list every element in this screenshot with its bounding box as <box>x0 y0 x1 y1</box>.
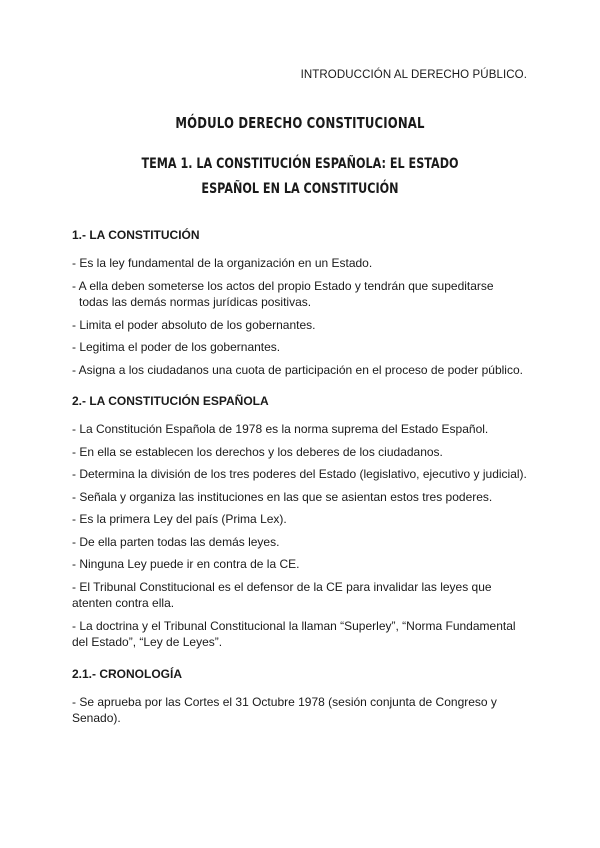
list-item: - A ella deben someterse los actos del propio Estado y tendrán que supeditarse <box>72 278 494 293</box>
document-body <box>72 226 532 733</box>
paragraph <box>72 362 532 379</box>
paragraph <box>72 579 532 612</box>
list-item: - Se aprueba por las Cortes el 31 Octubre 1978 (sesión conjunta de Congreso y Senado). <box>72 694 497 725</box>
paragraph <box>72 278 532 311</box>
section-heading-constitucion-espanola: 2.- LA CONSTITUCIÓN ESPAÑOLA <box>72 394 269 408</box>
paragraph <box>72 317 532 334</box>
paragraph <box>72 489 532 506</box>
section-heading-cronologia: 2.1.- CRONOLOGÍA <box>72 666 183 681</box>
list-item: - La Constitución Española de 1978 es la norma suprema del Estado Español. <box>72 422 489 436</box>
list-item: - Legitima el poder de los gobernantes. <box>72 340 281 354</box>
list-item: - De ella parten todas las demás leyes. <box>72 534 280 549</box>
paragraph <box>72 466 532 483</box>
list-item: - Asigna a los ciudadanos una cuota de participación en el proceso de poder público. <box>72 362 523 377</box>
list-item-continuation: todas las demás normas jurídicas positivas. <box>79 295 312 309</box>
list-item: - Es la ley fundamental de la organización en un Estado. <box>72 256 373 270</box>
paragraph <box>72 556 532 573</box>
paragraph <box>72 339 532 356</box>
list-item: - Señala y organiza las instituciones en las que se asientan estos tres poderes. <box>72 489 493 504</box>
paragraph <box>72 618 532 651</box>
list-item: - Limita el poder absoluto de los gobernantes. <box>72 317 316 332</box>
list-item: - El Tribunal Constitucional es el defensor de la CE para invalidar las leyes que atenten contra ella. <box>72 579 492 610</box>
list-item: - La doctrina y el Tribunal Constitucional la llaman “Superley”, “Norma Fundamental del Estado”, “Ley de Leyes”. <box>72 618 516 649</box>
list-item: - Es la primera Ley del país (Prima Lex). <box>72 512 287 526</box>
module-title: MÓDULO DERECHO CONSTITUCIONAL <box>175 114 425 132</box>
course-header: INTRODUCCIÓN AL DERECHO PÚBLICO. <box>300 69 527 81</box>
list-item: - En ella se establecen los derechos y los deberes de los ciudadanos. <box>72 444 443 459</box>
paragraph <box>72 694 532 727</box>
section-heading-constitucion: 1.- LA CONSTITUCIÓN <box>72 228 200 242</box>
paragraph <box>72 255 532 272</box>
list-item: - Determina la división de los tres poderes del Estado (legislativo, ejecutivo y judicial). <box>72 467 527 481</box>
paragraph <box>72 511 532 528</box>
paragraph <box>72 421 532 438</box>
paragraph <box>72 444 532 461</box>
list-item: - Ninguna Ley puede ir en contra de la CE. <box>72 557 300 571</box>
paragraph <box>72 534 532 551</box>
topic-title: TEMA 1. LA CONSTITUCIÓN ESPAÑOLA: EL ESTADO ESPAÑOL EN LA CONSTITUCIÓN <box>141 156 459 197</box>
